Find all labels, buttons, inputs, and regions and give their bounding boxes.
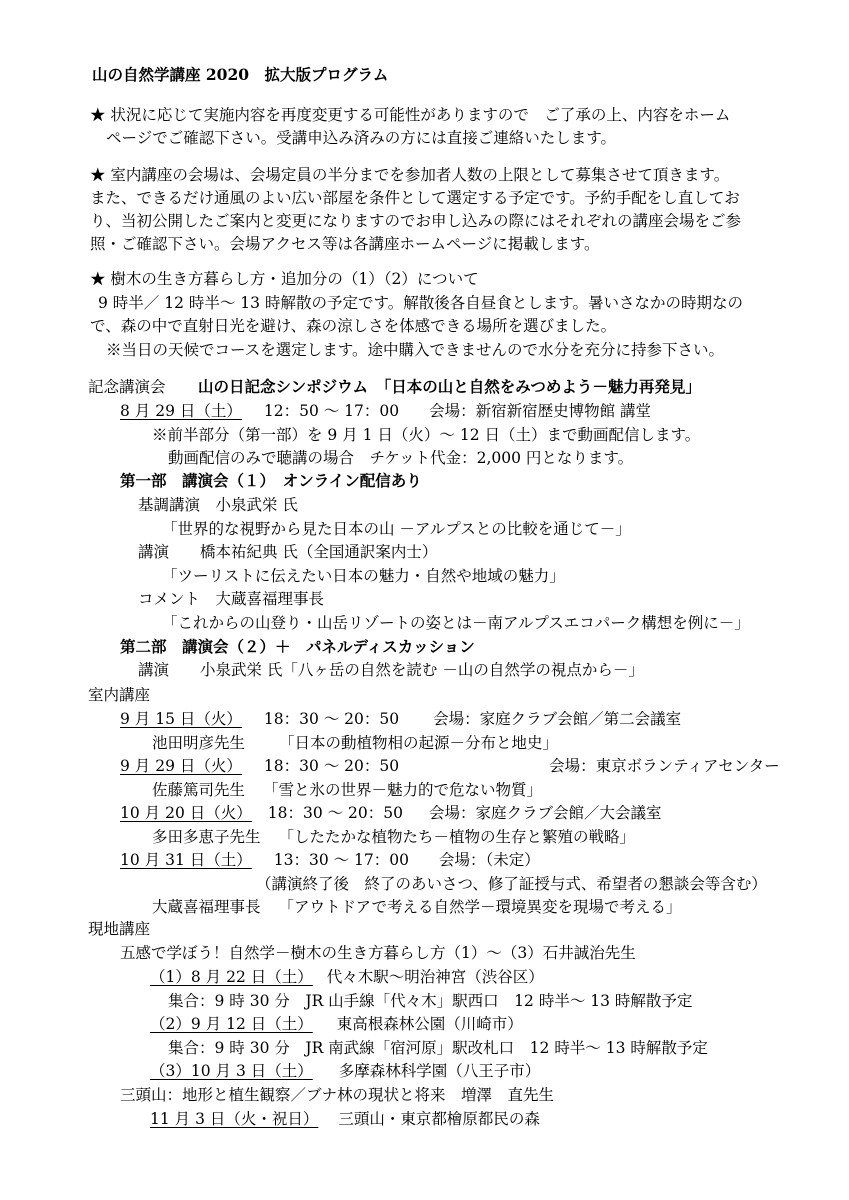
- field-session-4-place: 三頭山・東京都檜原都民の森: [338, 1110, 540, 1128]
- indoor-session-4-row: [120, 849, 540, 871]
- indoor-session-4-detail: [152, 896, 682, 918]
- indoor-session-3-detail: [152, 826, 635, 848]
- indoor-section-label: 室内講座: [88, 686, 151, 704]
- indoor-session-4-time: 13：30 ～ 17：00: [273, 851, 409, 869]
- indoor-session-1-venue: 会場：家庭クラブ会館／第二会議室: [433, 710, 682, 728]
- indoor-session-3-venue: 会場：家庭クラブ会館／大会議室: [428, 804, 662, 822]
- keynote-title: 「世界的な視野から見た日本の山 －アルプスとの比較を通じて－」: [162, 520, 631, 538]
- field-session-1-place: 代々木駅～明治神宮（渋谷区）: [326, 968, 544, 986]
- notice-1-line-2: ページでご確認下さい。受講申込み済みの方には直接ご連絡いたします。: [106, 129, 616, 147]
- part-2-heading: 第二部 講演会（２）＋ パネルディスカッション: [120, 637, 475, 656]
- field-session-2-date: （2）9 月 12 日（土）: [150, 1015, 313, 1033]
- indoor-session-4-note: （講演終了後 終了のあいさつ、修了証授与式、希望者の懇談会等含む）: [256, 875, 767, 893]
- notice-2-line-3: り、当初公開したご案内と変更になりますのでお申し込みの際にはそれぞれの講座会場をご参: [90, 212, 742, 230]
- lecture-1-speaker: 講演 橋本祐紀典 氏（全国通訳案内士）: [138, 543, 438, 561]
- lecture-1-title: 「ツーリストに伝えたい日本の魅力・自然や地域の魅力」: [162, 567, 565, 585]
- notice-1-line-1: ★ 状況に応じて実施内容を再度変更する可能性がありますので ご了承の上、内容をホーム: [90, 106, 731, 124]
- field-session-1-date: （1）8 月 22 日（土）: [150, 968, 313, 986]
- indoor-session-3-title: 「したたかな植物たち－植物の生存と繁殖の戦略」: [278, 828, 636, 846]
- notice-3-line-4: ※当日の天候でコースを選定します。途中購入できませんので水分を充分に持参下さい。: [106, 341, 724, 359]
- indoor-session-1-time: 18：30 ～ 20：50: [263, 710, 400, 728]
- indoor-session-4-date: 10 月 31 日（土）: [120, 851, 252, 869]
- notice-2-line-4: 照・ご確認下さい。会場アクセス等は各講座ホームページに掲載します。: [90, 235, 600, 253]
- comment-title: 「これからの山登り・山岳リゾートの姿とは－南アルプスエコパーク構想を例に－」: [162, 614, 750, 632]
- field-session-1-meeting: 集合：9 時 30 分 JR 山手線「代々木」駅西口 12 時半～ 13 時解散予定: [168, 992, 693, 1010]
- indoor-session-2-detail: [152, 779, 542, 801]
- indoor-session-2-speaker: 佐藤篤司先生: [152, 781, 246, 799]
- field-course-2-title: 三頭山：地形と植生観察／ブナ林の現状と将来 増澤 直先生: [120, 1086, 555, 1104]
- kinen-schedule-row: [120, 400, 651, 422]
- indoor-session-3-time: 18：30 ～ 20：50: [267, 804, 403, 822]
- notice-3-line-2: 9 時半／ 12 時半～ 13 時解散の予定です。解散後各自昼食とします。暑いさなかの時期なの: [98, 294, 743, 312]
- indoor-session-1-row: [120, 708, 681, 730]
- field-session-3-date: （3）10 月 3 日（土）: [150, 1062, 313, 1080]
- field-session-2-meeting: 集合：9 時 30 分 JR 南武線「宿河原」駅改札口 12 時半～ 13 時解散予定: [168, 1039, 708, 1057]
- lecture-2: 講演 小泉武栄 氏「八ヶ岳の自然を読む －山の自然学の視点から－」: [138, 661, 644, 679]
- field-course-1-session-2: [150, 1013, 523, 1035]
- indoor-session-4-title: 「アウトドアで考える自然学－環境異変を現場で考える」: [278, 898, 682, 916]
- field-course-1-session-1: [150, 966, 544, 988]
- kinen-date: 8 月 29 日（土）: [120, 402, 242, 420]
- indoor-session-3-row: [120, 802, 662, 824]
- indoor-session-1-speaker: 池田明彦先生: [152, 734, 246, 752]
- notice-2-line-1: ★ 室内講座の会場は、会場定員の半分までを参加者人数の上限として募集させて頂きます。: [90, 166, 730, 184]
- indoor-session-1-detail: [152, 732, 558, 754]
- indoor-session-2-row: [120, 755, 780, 777]
- kinen-venue: 会場：新宿新宿歴史博物館 講堂: [429, 402, 652, 420]
- indoor-session-3-speaker: 多田多恵子先生: [152, 828, 261, 846]
- ticket-note: 動画配信のみで聴講の場合 チケット代金：2,000 円となります。: [168, 449, 634, 467]
- symposium-title: 山の日記念シンポジウム 「日本の山と自然をみつめよう－魅力再発見」: [198, 377, 701, 396]
- kinen-time: 12：50 ～ 17：00: [263, 402, 400, 420]
- field-course-1-session-3: [150, 1060, 540, 1082]
- keynote-speaker: 基調講演 小泉武栄 氏: [138, 496, 298, 514]
- field-session-3-place: 多摩森林科学園（八王子市）: [338, 1062, 541, 1080]
- field-session-2-place: 東高根森林公園（川崎市）: [336, 1015, 523, 1033]
- indoor-session-2-time: 18：30 ～ 20：50: [263, 757, 400, 775]
- indoor-session-4-venue: 会場：（未定）: [438, 851, 540, 869]
- notice-3-line-3: で、森の中で直射日光を避け、森の涼しさを体感できる場所を選びました。: [90, 317, 617, 335]
- field-course-1-title: 五感で学ぼう！自然学－樹木の生き方暮らし方（1）～（3）石井誠治先生: [120, 944, 636, 962]
- notice-2-line-2: また、できるだけ通風のよい広い部屋を条件として選定する予定です。予約手配をし直してお: [90, 189, 740, 207]
- indoor-session-3-date: 10 月 20 日（火）: [120, 804, 252, 822]
- field-course-2-session: [150, 1108, 540, 1130]
- notice-3-line-1: ★ 樹木の生き方暮らし方・追加分の（1）（2）について: [90, 270, 479, 288]
- indoor-session-2-date: 9 月 29 日（火）: [120, 757, 242, 775]
- comment-speaker: コメント 大蔵喜福理事長: [138, 590, 325, 608]
- indoor-session-4-speaker: 大蔵喜福理事長: [152, 898, 261, 916]
- indoor-session-2-title: 「雪と氷の世界－魅力的で危ない物質」: [263, 781, 543, 799]
- indoor-session-1-title: 「日本の動植物相の起源－分布と地史」: [279, 734, 559, 752]
- indoor-session-2-venue: 会場：東京ボランティアセンター: [549, 757, 780, 775]
- indoor-session-1-date: 9 月 15 日（火）: [120, 710, 242, 728]
- part-1-heading: 第一部 講演会（１） オンライン配信あり: [120, 471, 422, 490]
- kinen-section-label: 記念講演会: [88, 378, 166, 396]
- field-session-4-date: 11 月 3 日（火・祝日）: [150, 1110, 319, 1128]
- field-section-label: 現地講座: [88, 920, 151, 938]
- streaming-note: ※前半部分（第一部）を 9 月 1 日（火）～ 12 日（土）まで動画配信します。: [152, 426, 701, 444]
- page-title: 山の自然学講座 2020 拡大版プログラム: [92, 65, 389, 84]
